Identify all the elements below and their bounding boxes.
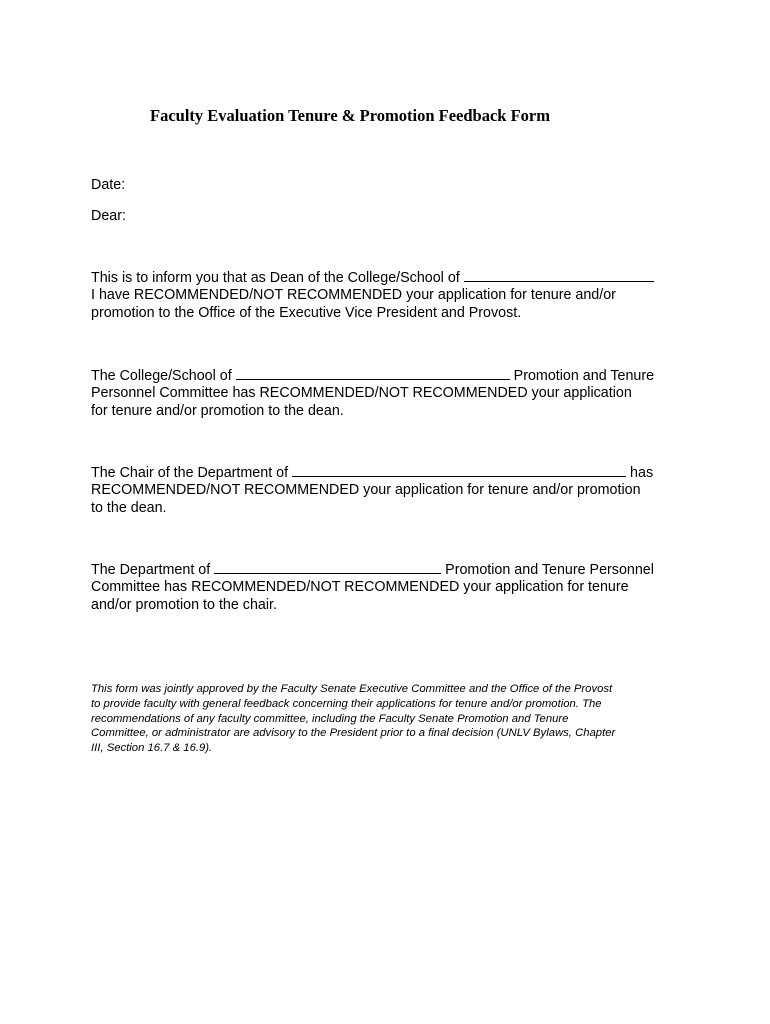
footnote-line-3: recommendations of any faculty committee, including the Faculty Senate Promotion and Tenure [91,712,569,725]
college-committee-line-3: for tenure and/or promotion to the dean. [91,403,344,419]
approval-footnote [91,682,691,756]
footnote-line-2: to provide faculty with general feedback concerning their applications for tenure and/or promotion. The [91,697,602,710]
department-name-blank[interactable] [292,463,626,477]
college-committee-after-blank: Promotion and Tenure [513,368,655,384]
college-name-blank[interactable] [236,366,510,380]
chair-paragraph-line-3: to the dean. [91,500,167,516]
department-committee-after-blank: Promotion and Tenure Personnel [445,562,654,578]
date-label: Date: [91,177,126,193]
chair-paragraph-line-2: RECOMMENDED/NOT RECOMMENDED your application for tenure and/or promotion [91,482,641,498]
department-committee-line-3: and/or promotion to the chair. [91,597,277,613]
college-committee-lead: The College/School of [91,368,232,384]
footnote-line-5: III, Section 16.7 & 16.9). [91,742,213,755]
department-committee-line-1 [91,560,654,579]
department-committee-line-2: Committee has RECOMMENDED/NOT RECOMMENDED your application for tenure [91,579,629,595]
footnote-line-4: Committee, or administrator are advisory to the President prior to a final decision (UNLV Bylaws, Chapter [91,727,616,740]
dean-paragraph-line-2: I have RECOMMENDED/NOT RECOMMENDED your application for tenure and/or [91,287,616,303]
department-committee-lead: The Department of [91,562,211,578]
department-committee-blank[interactable] [214,560,441,574]
dean-paragraph-lead: This is to inform you that as Dean of the College/School of [91,270,460,286]
dean-paragraph-line-1 [91,268,654,287]
college-school-blank[interactable] [464,268,654,282]
chair-paragraph-line-1 [91,463,653,482]
chair-paragraph-lead: The Chair of the Department of [91,465,289,481]
college-committee-line-1 [91,366,654,385]
form-title: Faculty Evaluation Tenure & Promotion Feedback Form [150,106,550,125]
dear-label: Dear: [91,208,126,224]
dean-paragraph-line-3: promotion to the Office of the Executive Vice President and Provost. [91,305,522,321]
chair-paragraph-after-blank: has [630,465,654,481]
footnote-line-1: This form was jointly approved by the Faculty Senate Executive Committee and the Office of the Provost [91,683,613,695]
college-committee-line-2: Personnel Committee has RECOMMENDED/NOT RECOMMENDED your application [91,385,632,401]
